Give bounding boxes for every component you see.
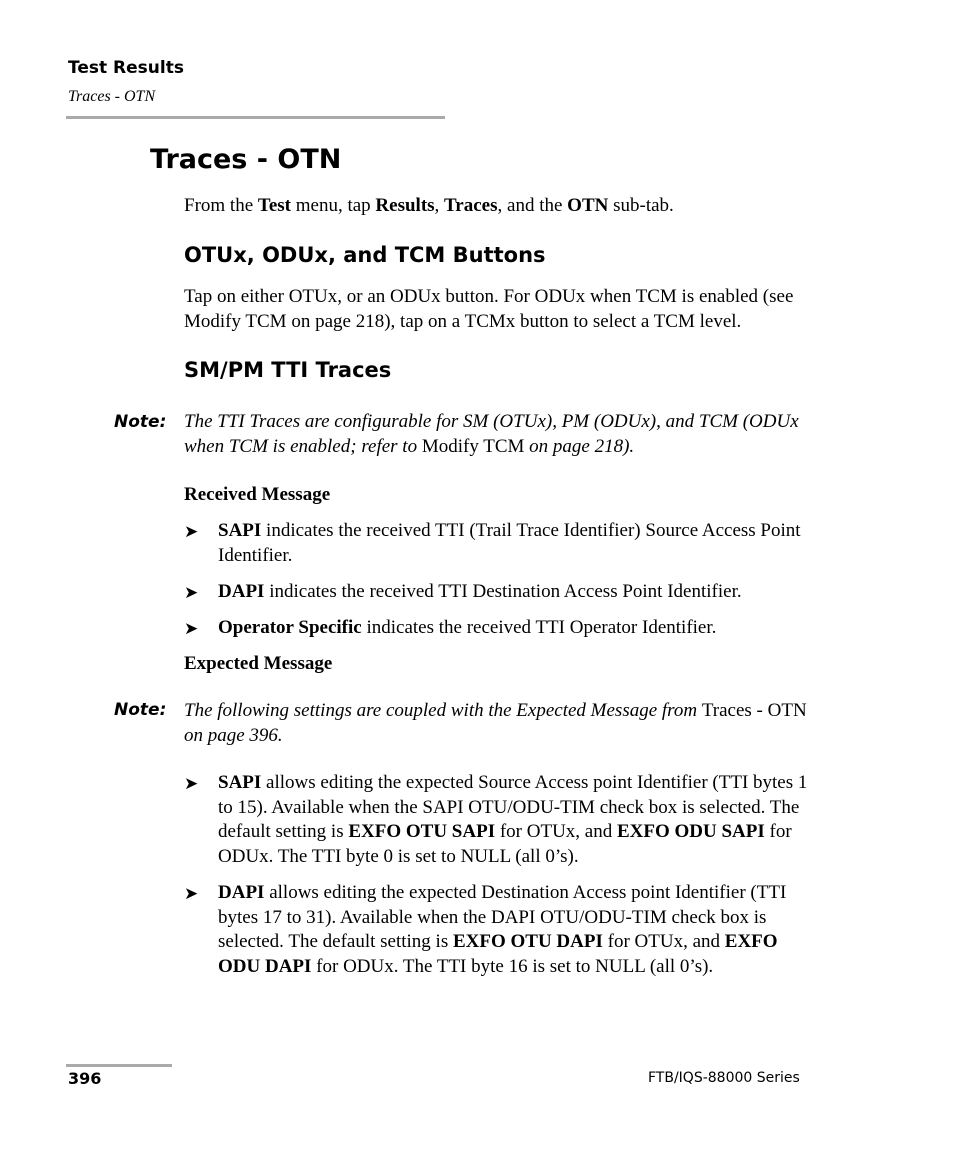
page-number: 396 [68, 1069, 102, 1088]
list-item: SAPI indicates the received TTI (Trail Trace Identifier) Source Access Point Identifier. [218, 520, 801, 566]
footer-rule [66, 1064, 172, 1067]
note-text: The following settings are coupled with the Expected Message from Traces - OTN on page 396. [184, 700, 807, 746]
note-label: Note: [114, 700, 167, 720]
right-arrowhead-icon: ➤ [184, 884, 199, 903]
modify-tcm-link[interactable]: Modify TCM [421, 435, 525, 457]
list-item: DAPI allows editing the expected Destination Access point Identifier (TTI bytes 17 to 31). Available when the DAPI OTU/ODU-TIM check box is selected. The default setting is EXFO OTU DAPI for OTUx, and EXFO ODU DAPI for ODUx. The TTI byte 16 is set to NULL (all 0’s). [218, 882, 787, 977]
right-arrowhead-icon: ➤ [184, 774, 199, 793]
right-arrowhead-icon: ➤ [184, 522, 199, 541]
modify-tcm-link[interactable]: Modify TCM [184, 310, 287, 332]
expected-message-heading: Expected Message [184, 653, 333, 674]
right-arrowhead-icon: ➤ [184, 619, 199, 638]
right-arrowhead-icon: ➤ [184, 583, 199, 602]
buttons-paragraph: Tap on either OTUx, or an ODUx button. For ODUx when TCM is enabled (see Modify TCM on page 218), tap on a TCMx button to select a TCM level. [184, 286, 794, 332]
section-heading-tti-traces: SM/PM TTI Traces [184, 358, 392, 382]
traces-otn-link[interactable]: Traces - OTN [701, 700, 807, 721]
note-text: The TTI Traces are configurable for SM (OTUx), PM (ODUx), and TCM (ODUx when TCM is enabled; refer to Modify TCM on page 218). [184, 411, 799, 457]
section-heading-buttons: OTUx, ODUx, and TCM Buttons [184, 243, 546, 267]
list-item: SAPI allows editing the expected Source Access point Identifier (TTI bytes 1 to 15). Available when the SAPI OTU/ODU-TIM check box is selected. The default setting is EXFO OTU SAPI for OTUx, and EXFO ODU SAPI for ODUx. The TTI byte 0 is set to NULL (all 0’s). [218, 772, 808, 867]
running-header-subtitle: Traces - OTN [68, 88, 156, 105]
intro-paragraph: From the Test menu, tap Results, Traces, and the OTN sub-tab. [184, 195, 674, 216]
page-title: Traces - OTN [150, 144, 342, 175]
running-header-title: Test Results [68, 58, 184, 78]
note-label: Note: [114, 412, 167, 432]
header-rule [66, 116, 445, 119]
list-item: DAPI indicates the received TTI Destination Access Point Identifier. [218, 581, 742, 602]
list-item: Operator Specific indicates the received TTI Operator Identifier. [218, 617, 717, 638]
product-series: FTB/IQS-88000 Series [648, 1070, 800, 1086]
received-message-heading: Received Message [184, 484, 331, 505]
